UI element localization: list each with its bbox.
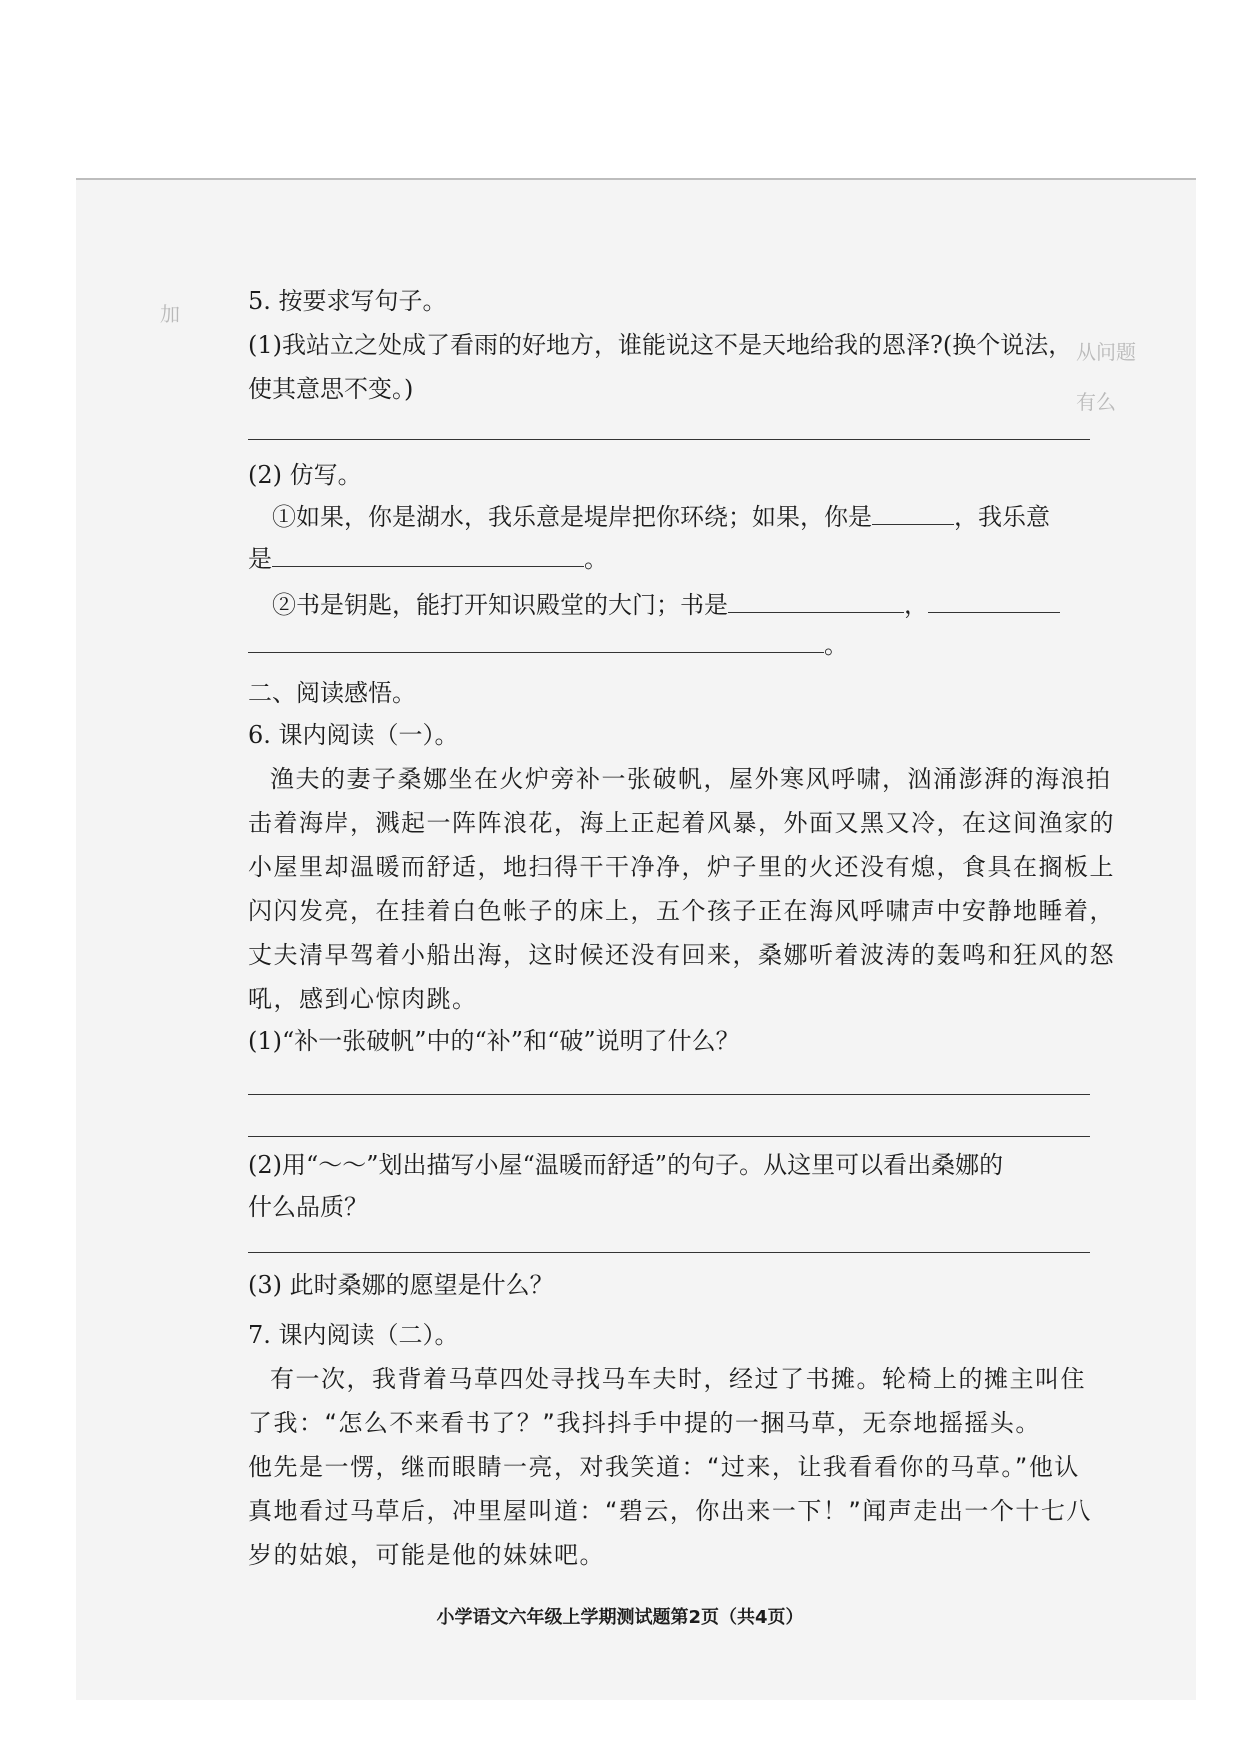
fill-blank[interactable] (248, 630, 824, 653)
q7-title: 7. 课内阅读（二）。 (248, 1321, 459, 1349)
answer-line[interactable] (248, 439, 1090, 440)
q6-passage-line: 闪闪发亮，在挂着白色帐子的床上，五个孩子正在海风呼啸声中安静地睡着， (248, 897, 1115, 925)
answer-line[interactable] (248, 1094, 1090, 1095)
bleed-text: 从问题 (1076, 340, 1136, 364)
q6-passage-line: 丈夫清早驾着小船出海，这时候还没有回来，桑娜听着波涛的轰鸣和狂风的怒 (248, 941, 1115, 969)
q6-sub2-line1: (2)用“～～”划出描写小屋“温暖而舒适”的句子。从这里可以看出桑娜的 (248, 1151, 1004, 1179)
q5-item2-end: 。 (824, 631, 848, 659)
q7-passage-line: 岁的姑娘，可能是他的妹妹吧。 (248, 1541, 605, 1569)
q5-sub2-title: (2) 仿写。 (248, 461, 362, 489)
q5-item1-line2 (248, 544, 608, 574)
q6-passage-line: 吼，感到心惊肉跳。 (248, 985, 478, 1013)
fill-blank[interactable] (728, 590, 904, 613)
q6-sub3: (3) 此时桑娜的愿望是什么？ (248, 1271, 554, 1299)
q6-sub1: (1)“补一张破帆”中的“补”和“破”说明了什么？ (248, 1027, 740, 1055)
fill-blank[interactable] (272, 544, 584, 567)
fill-blank[interactable] (928, 590, 1060, 613)
q5-title: 5. 按要求写句子。 (248, 287, 447, 315)
q5-item1-text2: ，我乐意 (954, 503, 1050, 531)
q5-sub1-line1: (1)我站立之处成了看雨的好地方，谁能说这不是天地给我的恩泽?(换个说法， (248, 331, 1073, 359)
fill-blank[interactable] (872, 502, 954, 525)
bleed-text: 有么 (1076, 390, 1116, 414)
q5-item2-text2: ， (904, 591, 928, 619)
bleed-text: 加 (160, 302, 180, 326)
page-footer: 小学语文六年级上学期测试题第2页（共4页） (436, 1607, 804, 1628)
answer-line[interactable] (248, 1136, 1090, 1137)
q5-item1-line (272, 502, 1050, 532)
q7-passage-line: 了我：“怎么不来看书了？”我抖抖手中提的一捆马草，无奈地摇摇头。 (248, 1409, 1041, 1437)
q6-passage-line: 小屋里却温暖而舒适，地扫得干干净净，炉子里的火还没有熄，食具在搁板上 (248, 853, 1115, 881)
q6-sub2-line2: 什么品质？ (248, 1193, 368, 1221)
q5-item1-text: ①如果，你是湖水，我乐意是堤岸把你环绕；如果，你是 (272, 503, 872, 531)
section-heading: 二、阅读感悟。 (248, 679, 416, 707)
q5-item2-line (272, 590, 1060, 620)
q7-passage-line: 真地看过马草后，冲里屋叫道：“碧云，你出来一下！”闻声走出一个十七八 (248, 1497, 1092, 1525)
q6-title: 6. 课内阅读（一）。 (248, 721, 459, 749)
q5-sub1-line2: 使其意思不变。) (248, 375, 414, 403)
q7-passage-line: 有一次，我背着马草四处寻找马车夫时，经过了书摊。轮椅上的摊主叫住 (270, 1365, 1086, 1393)
q7-passage-line: 他先是一愣，继而眼睛一亮，对我笑道：“过来，让我看看你的马草。”他认 (248, 1453, 1080, 1481)
q6-passage-line: 渔夫的妻子桑娜坐在火炉旁补一张破帆，屋外寒风呼啸，汹涌澎湃的海浪拍 (270, 765, 1112, 793)
q5-item2-line2 (248, 630, 848, 660)
q5-item1-text3: 是 (248, 545, 272, 573)
q6-passage-line: 击着海岸，溅起一阵阵浪花，海上正起着风暴，外面又黑又冷，在这间渔家的 (248, 809, 1115, 837)
q5-item2-text: ②书是钥匙，能打开知识殿堂的大门；书是 (272, 591, 728, 619)
q5-item1-end: 。 (584, 545, 608, 573)
answer-line[interactable] (248, 1252, 1090, 1253)
